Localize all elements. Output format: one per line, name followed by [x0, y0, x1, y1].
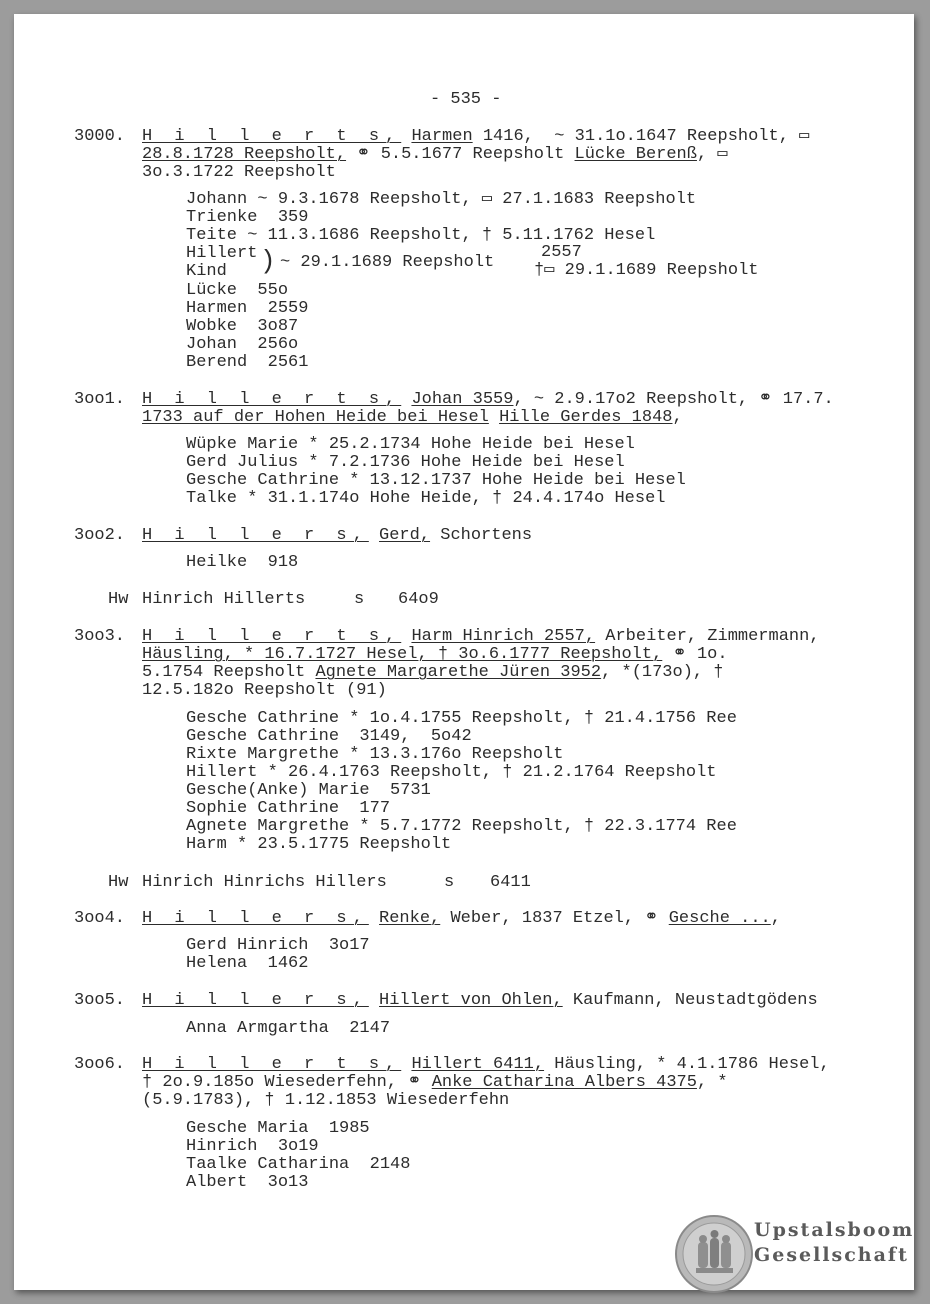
entry-detail-line [142, 646, 728, 664]
entry-header-line [142, 1056, 830, 1074]
entry-detail: Schortens [430, 526, 533, 545]
entry-header-line [142, 128, 809, 146]
entry-detail-line: 3o.3.1722 Reepsholt [142, 163, 336, 182]
entry-header-line [142, 992, 818, 1010]
entry-detail: , ▭ [696, 145, 728, 164]
entry-detail-line [142, 1074, 728, 1092]
hw-label: Hw [108, 873, 129, 892]
child-line: Trienke 359 [186, 208, 309, 227]
child-line: Helena 1462 [186, 954, 309, 973]
surname: H i l l e r s, [142, 526, 369, 545]
hw-reference-s: s [354, 590, 365, 609]
entry-header-line [142, 391, 834, 409]
logo-line-1: Upstalsboom [754, 1219, 915, 1241]
entry-header-line [142, 527, 532, 545]
entry-detail-line: 12.5.182o Reepsholt (91) [142, 681, 387, 700]
surname: H i l l e r t s, [142, 127, 402, 146]
entry-detail [489, 408, 499, 427]
child-line: Gesche Cathrine 3149, 5o42 [186, 727, 472, 746]
entry-detail-line [142, 664, 724, 682]
child-line: Heilke 918 [186, 553, 299, 572]
entry-detail: , ~ 2.9.17o2 Reepsholt, ⚭ 17.7. [513, 390, 834, 409]
entry-detail: Häusling, * 4.1.1786 Hesel, [544, 1055, 830, 1074]
twins-brace: ) [260, 246, 276, 276]
child-line: Taalke Catharina 2148 [186, 1155, 411, 1174]
child-line: Gesche Maria 1985 [186, 1119, 370, 1138]
child-line: Albert 3o13 [186, 1173, 309, 1192]
hw-label: Hw [108, 590, 129, 609]
surname: H i l l e r s, [142, 909, 369, 928]
page-number: - 535 - [430, 90, 502, 109]
child-line: Gesche Cathrine * 1o.4.1755 Reepsholt, † 21.4.1756 Ree [186, 709, 737, 728]
entry-number: 3oo6. [74, 1055, 126, 1074]
entry-number: 3oo2. [74, 526, 126, 545]
spouse-name: Lücke Berenß [574, 145, 697, 164]
entry-detail: Kaufmann, Neustadtgödens [562, 991, 818, 1010]
child-line: Gesche(Anke) Marie 5731 [186, 781, 431, 800]
given-name: Gerd, [379, 526, 431, 545]
twins-reference: 2557 [541, 243, 582, 262]
child-line: Sophie Cathrine 177 [186, 799, 391, 818]
logo-line-2: Gesellschaft [754, 1244, 909, 1266]
hw-reference-name: Hinrich Hillerts [142, 590, 306, 609]
entry-detail: ⚭ 5.5.1677 Reepsholt [346, 145, 575, 164]
twins-baptism: ~ 29.1.1689 Reepsholt [280, 253, 495, 272]
child-line: Harm * 23.5.1775 Reepsholt [186, 835, 452, 854]
entry-detail-line: (5.9.1783), † 1.12.1853 Wiesederfehn [142, 1091, 510, 1110]
surname: H i l l e r t s, [142, 1055, 402, 1074]
hw-reference-number: 6411 [490, 873, 531, 892]
entry-detail: Arbeiter, Zimmermann, [595, 627, 820, 646]
child-line: Harmen 2559 [186, 299, 309, 318]
entry-detail: 1733 auf der Hohen Heide bei Hesel [142, 408, 489, 427]
given-name: Hillert 6411, [411, 1055, 545, 1074]
child-line: Johann ~ 9.3.1678 Reepsholt, ▭ 27.1.1683 Reepsholt [186, 190, 697, 209]
given-name: Renke, [379, 909, 441, 928]
child-line: Teite ~ 11.3.1686 Reepsholt, † 5.11.1762 Hesel [186, 226, 656, 245]
entry-detail: , [770, 909, 781, 928]
child-line: Hillert * 26.4.1763 Reepsholt, † 21.2.1764 Reepsholt [186, 763, 717, 782]
entry-number: 3oo5. [74, 991, 126, 1010]
spouse-name: Agnete Margarethe Jüren 3952 [315, 663, 602, 682]
document-page [14, 14, 914, 1290]
twin-name: Hillert [186, 244, 258, 263]
child-line: Gerd Hinrich 3o17 [186, 936, 370, 955]
seal-logo-icon [674, 1214, 754, 1294]
given-name: Hillert von Ohlen, [379, 991, 563, 1010]
twin-name: Kind [186, 262, 227, 281]
entry-detail: Häusling, * 16.7.1727 Hesel, † 3o.6.1777 Reepsholt, [142, 645, 663, 664]
entry-detail: † 2o.9.185o Wiesederfehn, ⚭ [142, 1073, 432, 1092]
given-name: Johan 3559 [411, 390, 514, 409]
child-line: Johan 256o [186, 335, 299, 354]
child-line: Gerd Julius * 7.2.1736 Hohe Heide bei Hesel [186, 453, 625, 472]
entry-detail: 28.8.1728 Reepsholt, [142, 145, 347, 164]
twins-burial: †▭ 29.1.1689 Reepsholt [534, 261, 759, 280]
child-line: Lücke 55o [186, 281, 289, 300]
hw-reference-s: s [444, 873, 455, 892]
entry-detail: Weber, 1837 Etzel, ⚭ [440, 909, 669, 928]
child-line: Rixte Margrethe * 13.3.176o Reepsholt [186, 745, 564, 764]
entry-number: 3oo1. [74, 390, 126, 409]
surname: H i l l e r t s, [142, 390, 402, 409]
entry-detail: , [672, 408, 683, 427]
entry-header-line [142, 628, 820, 646]
child-line: Gesche Cathrine * 13.12.1737 Hohe Heide bei Hesel [186, 471, 686, 490]
child-line: Berend 2561 [186, 353, 309, 372]
child-line: Agnete Margrethe * 5.7.1772 Reepsholt, † 22.3.1774 Ree [186, 817, 737, 836]
spouse-name: Anke Catharina Albers 4375 [431, 1073, 697, 1092]
entry-detail: , * [696, 1073, 728, 1092]
entry-number: 3oo3. [74, 627, 126, 646]
child-line: Anna Armgartha 2147 [186, 1019, 391, 1038]
entry-number: 3000. [74, 127, 126, 146]
surname: H i l l e r s, [142, 991, 369, 1010]
given-name: Harmen [411, 127, 473, 146]
child-line: Talke * 31.1.174o Hohe Heide, † 24.4.174o Hesel [186, 489, 666, 508]
spouse-name: Hille Gerdes 1848 [499, 408, 673, 427]
spouse-name: Gesche ... [668, 909, 771, 928]
entry-detail: , *(173o), † [601, 663, 724, 682]
entry-detail: 5.1754 Reepsholt [142, 663, 316, 682]
hw-reference-name: Hinrich Hinrichs Hillers [142, 873, 387, 892]
entry-detail: 1416, ~ 31.1o.1647 Reepsholt, ▭ [472, 127, 810, 146]
entry-detail-line [142, 409, 683, 427]
hw-reference-number: 64o9 [398, 590, 439, 609]
given-name: Harm Hinrich 2557, [411, 627, 596, 646]
entry-header-line [142, 910, 781, 928]
surname: H i l l e r t s, [142, 627, 402, 646]
child-line: Wobke 3o87 [186, 317, 299, 336]
child-line: Wüpke Marie * 25.2.1734 Hohe Heide bei Hesel [186, 435, 635, 454]
entry-detail-line [142, 146, 728, 164]
entry-number: 3oo4. [74, 909, 126, 928]
entry-detail: ⚭ 1o. [662, 645, 728, 664]
child-line: Hinrich 3o19 [186, 1137, 319, 1156]
